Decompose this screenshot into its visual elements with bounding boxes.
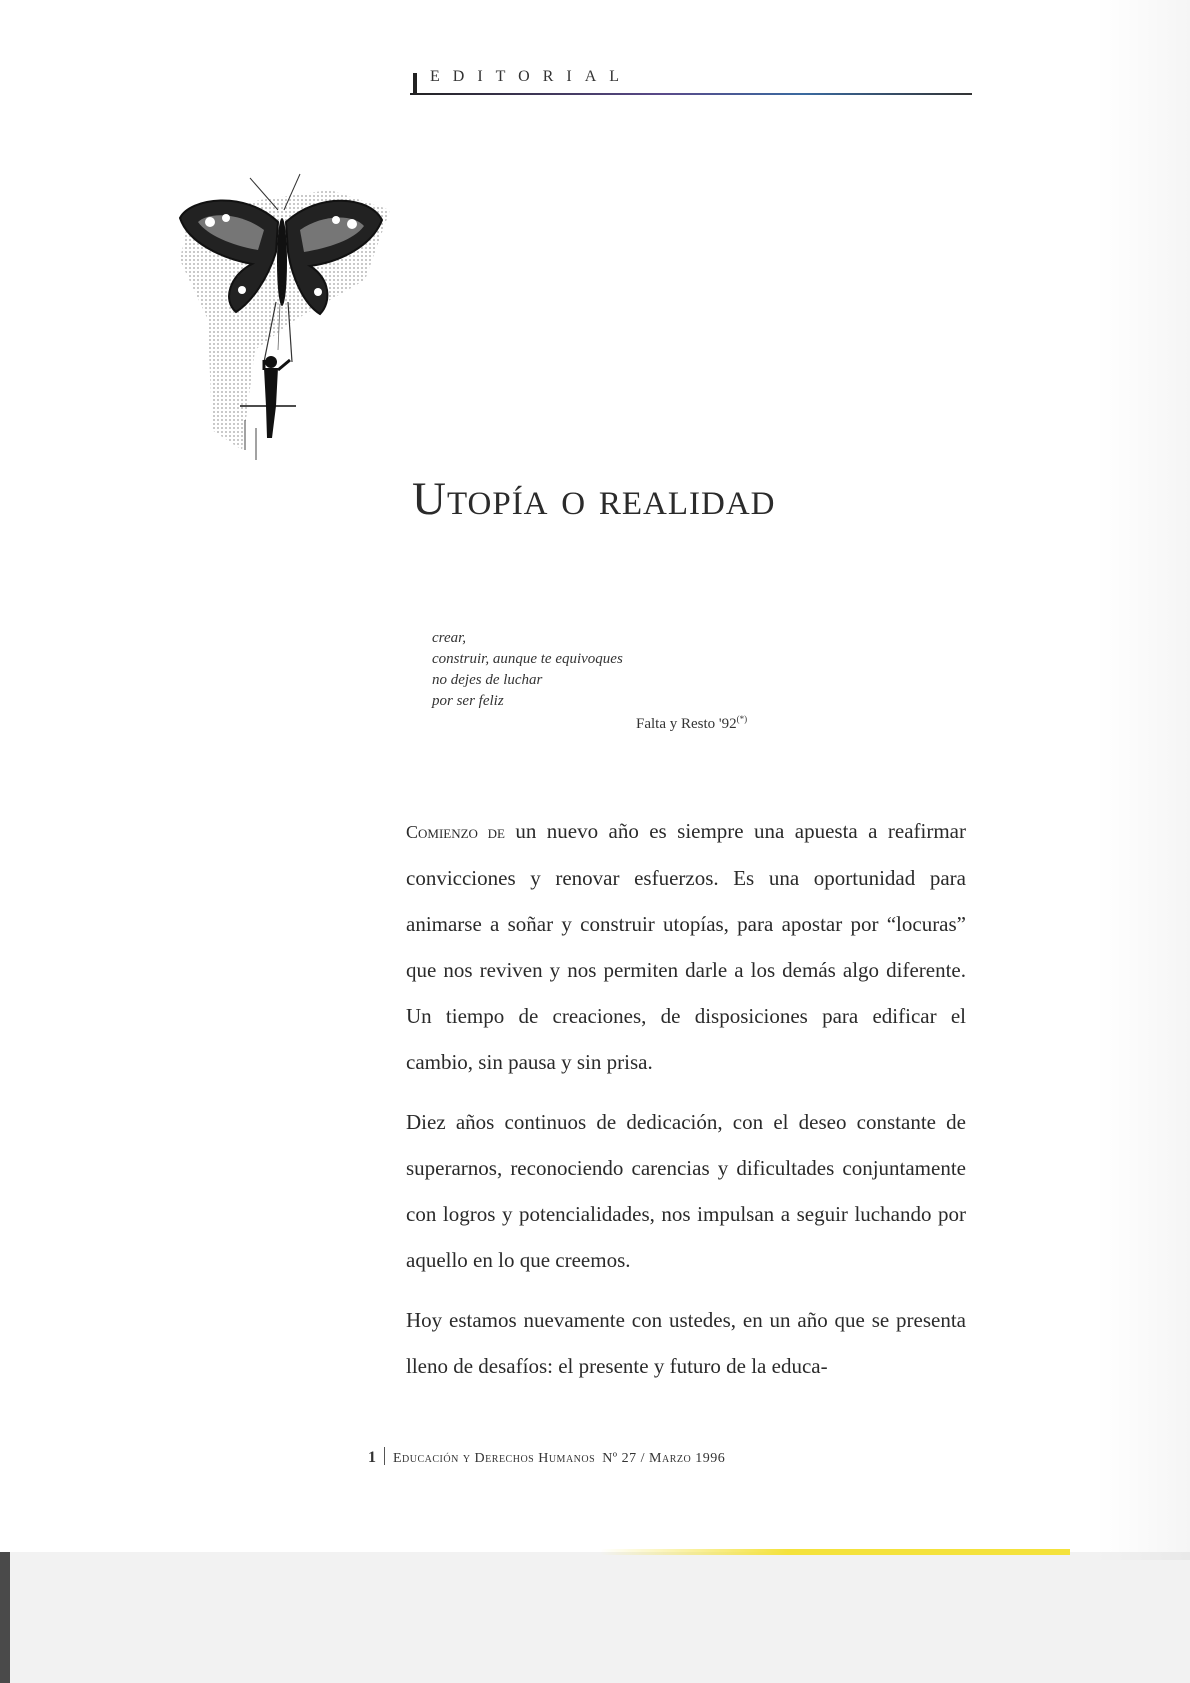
page-shadow — [1095, 0, 1190, 1560]
article-title: Utopía o realidad — [412, 473, 776, 525]
header-rule — [410, 93, 972, 95]
paragraph-text: un nuevo año es siempre una apuesta a reafirmar convicciones y renovar esfuerzos. Es una oportunidad para animarse a soñar y construir utopías, para apostar por “locuras” que nos reviven y nos permiten darle a los demás algo diferente. Un tiempo de creaciones, de disposiciones para edificar el cambio, sin pausa y sin prisa. — [406, 819, 966, 1074]
page-footer — [368, 1447, 725, 1467]
scan-margin — [0, 1552, 1190, 1683]
article-body — [406, 808, 966, 1403]
footer-separator — [384, 1447, 385, 1465]
epigraph-line: construir, aunque te equivoques — [432, 651, 623, 667]
paragraph: Diez años continuos de dedicación, con el deseo constante de superarnos, reconociendo carencias y dificultades conjuntamente con logros y potencialidades, nos impulsan a seguir luchando por aquello en lo que creemos. — [406, 1110, 966, 1272]
paragraph: Hoy estamos nuevamente con ustedes, en un año que se presenta lleno de desafíos: el presente y futuro de la educa- — [406, 1308, 966, 1378]
epigraph-credit — [636, 714, 747, 733]
section-label: EDITORIAL — [430, 68, 633, 85]
section-header — [410, 66, 972, 96]
page-number: 1 — [368, 1449, 376, 1466]
issue-info: Nº 27 / Marzo 1996 — [602, 1451, 726, 1466]
epigraph-credit-mark: (*) — [736, 714, 748, 724]
paragraph — [406, 808, 966, 1085]
epigraph-line: crear, — [432, 630, 467, 646]
paragraph-lead: Comienzo de — [406, 822, 505, 842]
epigraph-line: no dejes de luchar — [432, 672, 543, 688]
page-edge — [600, 1549, 1070, 1555]
epigraph — [432, 628, 623, 712]
publication-name: Educación y Derechos Humanos — [393, 1451, 596, 1466]
butterfly-with-hanging-figure-icon — [160, 170, 420, 490]
epigraph-credit-text: Falta y Resto '92 — [636, 716, 737, 732]
scan-edge-shadow — [0, 1552, 10, 1683]
header-bar — [413, 73, 417, 94]
epigraph-line: por ser feliz — [432, 693, 504, 709]
